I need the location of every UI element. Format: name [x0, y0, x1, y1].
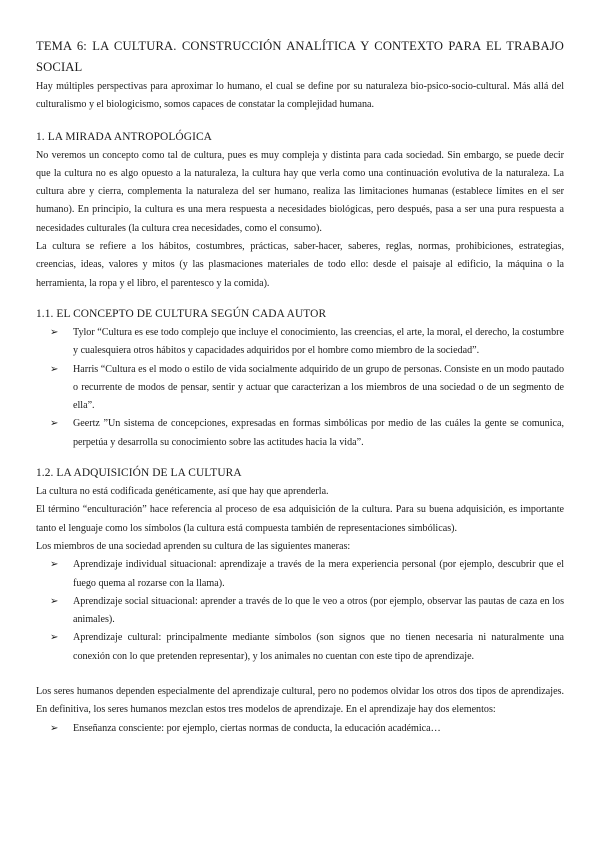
list-item-text: Aprendizaje cultural: principalmente mediante símbolos (son signos que no tienen necesaria ni naturalmente una conexión con lo que pretenden representar), y los animales no cuentan con este tipo de aprendizaje. — [73, 632, 564, 662]
section-heading-1-2: 1.2. LA ADQUISICIÓN DE LA CULTURA — [36, 467, 242, 480]
list-item — [36, 720, 564, 738]
section-1-paragraph-2: La cultura se refiere a los hábitos, costumbres, prácticas, saber-hacer, saberes, reglas, normas, prohibiciones, estrategias, creencias, ideas, valores y mitos (y las plasmaciones materiales de todo ello: desde el paisaje al edificio, la máquina o la herramienta, la ropa y el libro, el parentesco y la comida). — [36, 241, 564, 289]
list-item-text: Enseñanza consciente: por ejemplo, ciertas normas de conducta, la educación académica… — [73, 722, 441, 734]
list-item-text: Aprendizaje social situacional: aprender a través de lo que le veo a otros (por ejemplo, observar las pautas de caza en los animales). — [73, 595, 564, 626]
arrow-bullet-icon: ➢ — [50, 595, 59, 607]
document-title: TEMA 6: LA CULTURA. CONSTRUCCIÓN ANALÍTICA Y CONTEXTO PARA EL TRABAJO SOCIAL — [36, 39, 564, 74]
author-definitions-list — [36, 324, 564, 452]
list-item — [36, 629, 564, 666]
list-item — [36, 324, 564, 361]
list-item-text: Geertz ”Un sistema de concepciones, expresadas en formas simbólicas por medio de las cuáles la gente se comunica, perpetúa y desarrolla su conocimiento sobre las actitudes hacia la vida”. — [73, 418, 564, 448]
list-item-text: Aprendizaje individual situacional: aprendizaje a través de la mera experiencia personal (por ejemplo, descubrir que el fuego quema al rozarse con la llama). — [73, 559, 564, 589]
arrow-bullet-icon: ➢ — [50, 632, 59, 644]
section-1-2-paragraph-3: Los miembros de una sociedad aprenden su cultura de las siguientes maneras: — [36, 540, 351, 552]
section-heading-1: 1. LA MIRADA ANTROPOLÓGICA — [36, 130, 212, 143]
intro-paragraph: Hay múltiples perspectivas para aproximar lo humano, el cual se define por su naturaleza bio-psico-socio-cultural. Más allá del culturalismo y el biologicismo, somos capaces de constatar la complejidad humana. — [36, 81, 564, 111]
list-item — [36, 556, 564, 593]
arrow-bullet-icon: ➢ — [50, 326, 59, 338]
learning-elements-list — [36, 720, 564, 738]
arrow-bullet-icon: ➢ — [50, 559, 59, 571]
section-1-2-paragraph-1: La cultura no está codificada genéticamente, así que hay que aprenderla. — [36, 486, 329, 498]
list-item — [36, 361, 564, 416]
arrow-bullet-icon: ➢ — [50, 363, 59, 375]
section-1-paragraph-1: No veremos un concepto como tal de cultura, pues es muy compleja y distinta para cada sociedad. Sin embargo, se puede decir que la cultura no es algo opuesto a la naturaleza, la cultura hay que verla como una continuación evolutiva de la naturaleza. La cultura abre y cierra, complementa la naturaleza del ser humano, realiza las limitaciones humanas (establece límites en el ser humano). En principio, la cultura es una mera respuesta a necesidades biológicas, pero después, pasa a ser una pura respuesta a necesidades culturales (la cultura crea necesidades, como el consumo). — [36, 149, 564, 234]
section-heading-1-1: 1.1. EL CONCEPTO DE CULTURA SEGÚN CADA AUTOR — [36, 307, 327, 320]
arrow-bullet-icon: ➢ — [50, 722, 59, 734]
section-1-2-paragraph-2: El término “enculturación” hace referencia al proceso de esa adquisición de la cultura. Para su buena adquisición, es importante tanto el lenguaje como los símbolos (la cultura está compuesta también de representaciones simbólicas). — [36, 504, 564, 534]
list-item-text: Tylor “Cultura es ese todo complejo que incluye el conocimiento, las creencias, el arte, la moral, el derecho, la costumbre y cualesquiera otros hábitos y capacidades adquiridos por el hombre como miembro de la sociedad”. — [73, 326, 564, 357]
section-1-2-paragraph-4: Los seres humanos dependen especialmente del aprendizaje cultural, pero no podemos olvidar los otros dos tipos de aprendizajes. En definitiva, los seres humanos mezclan estos tres modelos de aprendizaje. En el aprendizaje hay dos elementos: — [36, 686, 564, 716]
list-item — [36, 593, 564, 630]
list-item — [36, 415, 564, 452]
learning-types-list — [36, 556, 564, 666]
list-item-text: Harris “Cultura es el modo o estilo de vida socialmente adquirido de un grupo de personas. Consiste en un modo pautado o recurrente de modos de pensar, sentir y actuar que caracterizan a los miembros de una sociedad o de un segmento de ella”. — [73, 363, 564, 412]
arrow-bullet-icon: ➢ — [50, 418, 59, 430]
